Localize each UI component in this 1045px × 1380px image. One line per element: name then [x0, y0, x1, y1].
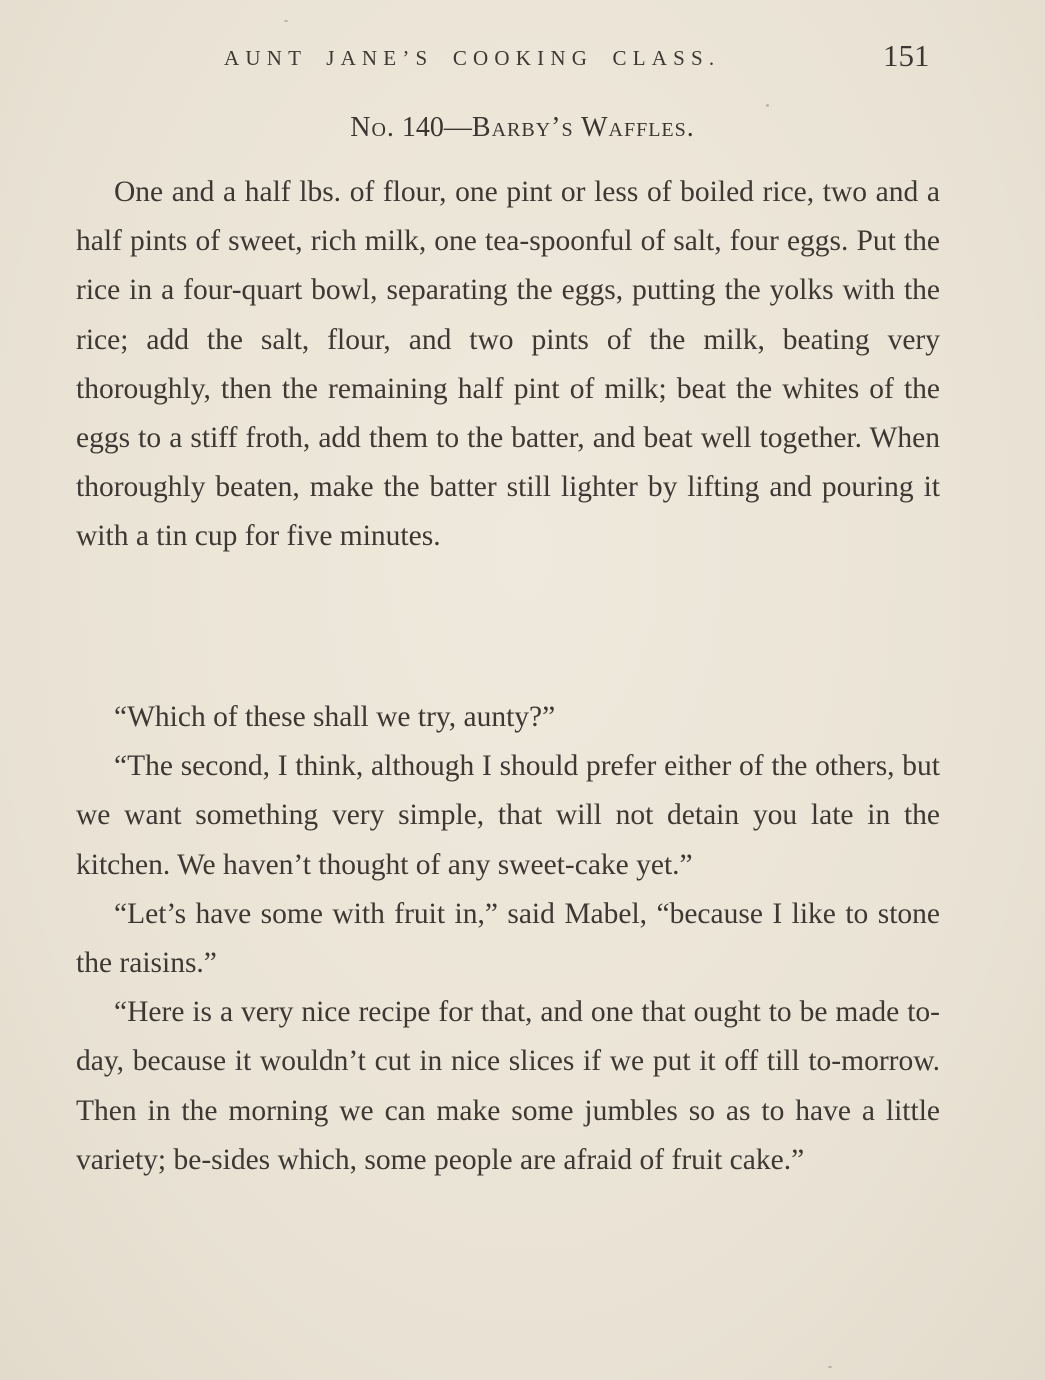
recipe-number: 140— — [401, 112, 472, 143]
dialogue-paragraph: “Here is a very nice recipe for that, and one that ought to be made to-day, because it wouldn’t cut in nice slices if we put it off till to-morrow. Then in the morning we can make some jumbles so as to have a little variety; be-sides which, some people are afraid of fruit cake.” — [76, 996, 940, 1176]
recipe-heading — [0, 112, 1045, 144]
dialogue-paragraph: “Which of these shall we try, aunty?” — [114, 701, 556, 733]
dialogue-block — [76, 693, 940, 1185]
running-head — [0, 38, 1045, 78]
recipe-body-paragraph: One and a half lbs. of flour, one pint or less of boiled rice, two and a half pints of sweet, rich milk, one tea-spoonful of salt, four eggs. Put the rice in a four-quart bowl, separating the eggs, putting the yolks with the rice; add the salt, flour, and two pints of the milk, beating very thoroughly, then the remaining half pint of milk; beat the whites of the eggs to a stiff froth, add them to the batter, and beat well together. When thoroughly beaten, make the batter still lighter by lifting and pouring it with a tin cup for five minutes. — [76, 176, 940, 553]
recipe-title: Barby’s Waffles. — [471, 112, 695, 143]
paper-speck — [828, 1366, 832, 1368]
recipe-number-label: No. — [350, 112, 395, 143]
dialogue-paragraph: “The second, I think, although I should prefer either of the others, but we want something very simple, that will not detain you late in the kitchen. We haven’t thought of any sweet-cake yet.” — [76, 750, 940, 881]
page-number: 151 — [883, 38, 930, 73]
running-title: AUNT JANE’S COOKING CLASS. — [224, 46, 721, 70]
paper-speck — [284, 20, 288, 22]
dialogue-paragraph: “Let’s have some with fruit in,” said Mabel, “because I like to stone the raisins.” — [76, 897, 940, 980]
paper-speck — [766, 104, 769, 107]
